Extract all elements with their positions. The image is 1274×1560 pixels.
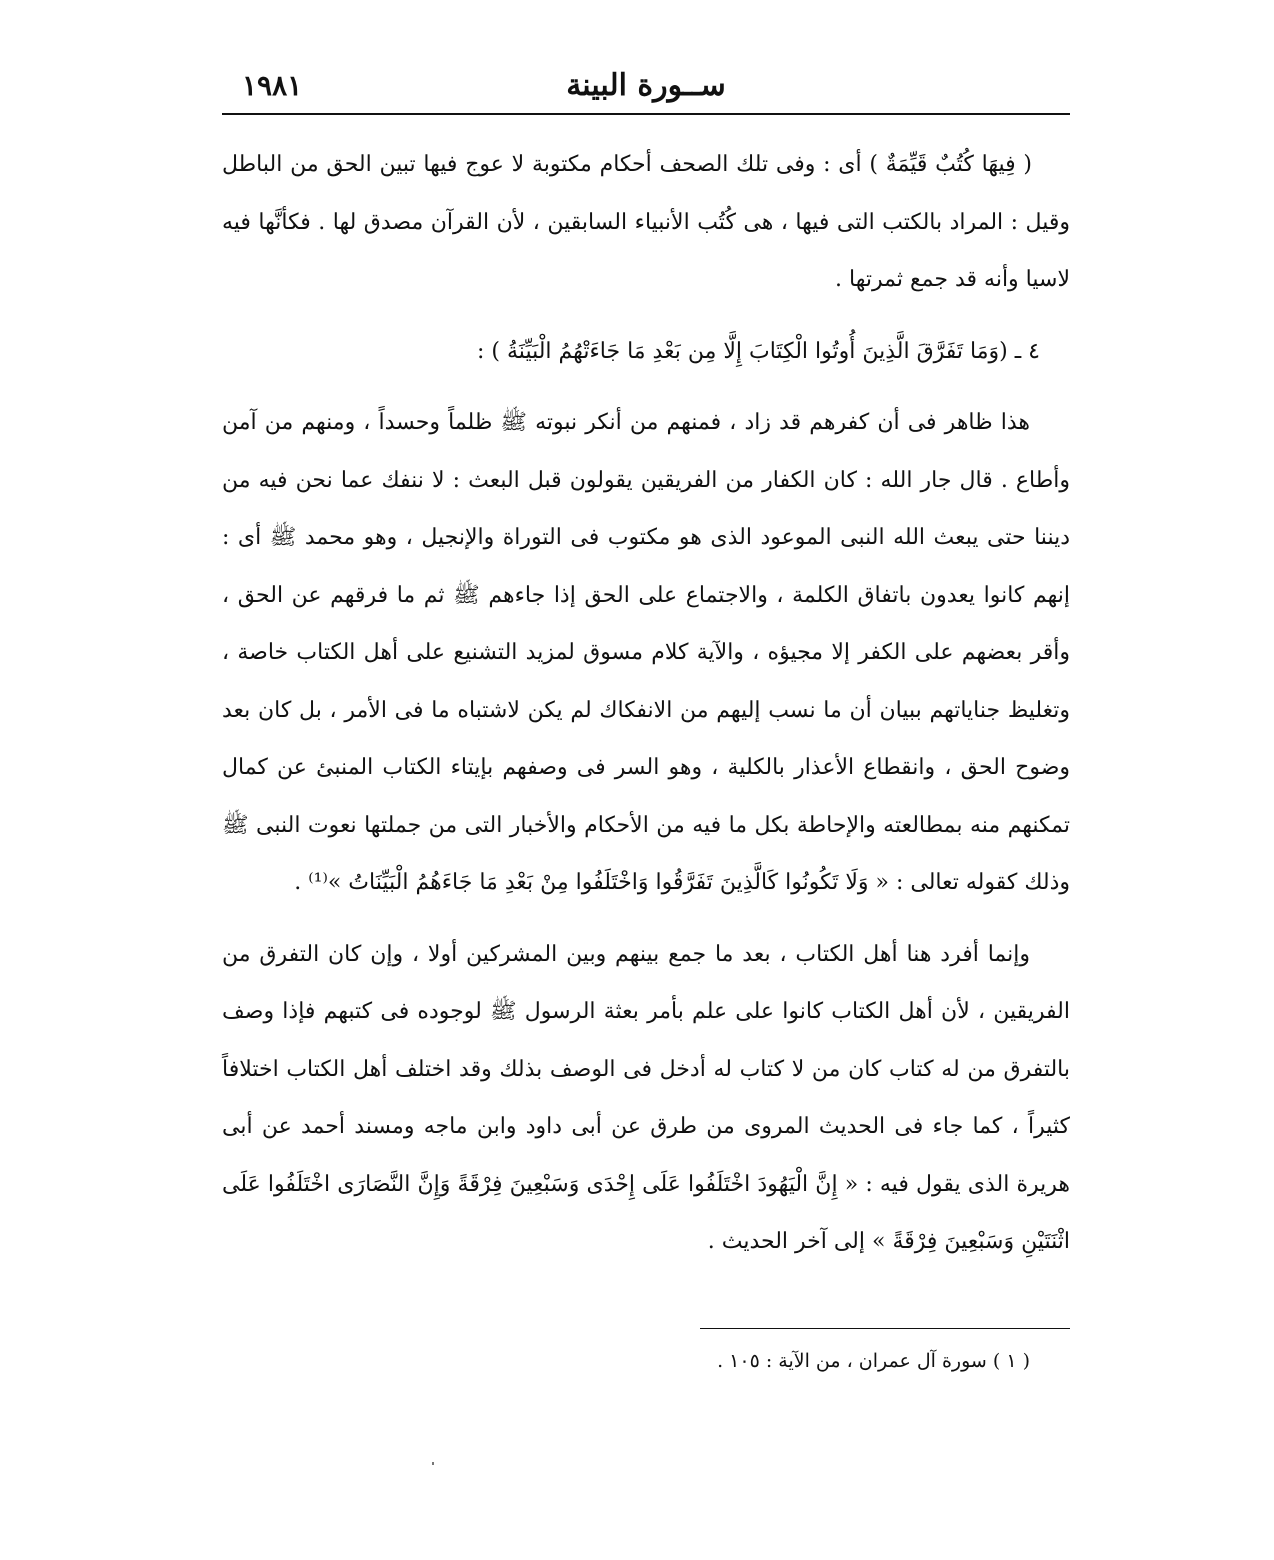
paragraph-1: ( فِيهَا كُتُبٌ قَيِّمَةٌ ) أى : وفى تلك الصحف أحكام مكتوبة لا عوج فيها تبين الحق من الباطل وقيل : المراد بالكتب التى فيها ، هى كُتُب الأنبياء السابقين ، لأن القرآن مصدق لها . فكأنَّها فيه لاسيا وأنه قد جمع ثمرتها .	[222, 152, 1070, 292]
running-header	[222, 66, 1070, 106]
paragraph-3: وإنما أفرد هنا أهل الكتاب ، بعد ما جمع بينهم وبين المشركين أولا ، وإن كان التفرق من الفريقين ، لأن أهل الكتاب كانوا على علم بأمر بعثة الرسول ﷺ لوجوده فى كتبهم فإذا وصف بالتفرق من له كتاب كان من لا كتاب له أدخل فى الوصف بذلك وقد اختلف أهل الكتاب اختلافاً كثيراً ، كما جاء فى الحديث المروى من طرق عن أبى داود وابن ماجه ومسند أحمد عن أبى هريرة الذى يقول فيه : « إِنَّ الْيَهُودَ اخْتَلَفُوا عَلَى إِحْدَى وَسَبْعِينَ فِرْقَةً وَإِنَّ النَّصَارَى اخْتَلَفُوا عَلَى اثْنَتَيْنِ وَسَبْعِينَ فِرْقَةً » إلى آخر الحديث .	[222, 941, 1070, 1254]
header-divider	[222, 113, 1070, 115]
paragraph-2: هذا ظاهر فى أن كفرهم قد زاد ، فمنهم من أنكر نبوته ﷺ ظلماً وحسداً ، ومنهم من آمن وأطاع . قال جار الله : كان الكفار من الفريقين يقولون قبل البعث : لا ننفك عما نحن فيه من ديننا حتى يبعث الله النبى الموعود الذى هو مكتوب فى التوراة والإنجيل ، وهو محمد ﷺ أى : إنهم كانوا يعدون باتفاق الكلمة ، والاجتماع على الحق إذا جاءهم ﷺ ثم ما فرقهم عن الحق ، وأقر بعضهم على الكفر إلا مجيؤه ، والآية كلام مسوق لمزيد التشنيع على أهل الكتاب خاصة ، وتغليظ جناياتهم ببيان أن ما نسب إليهم من الانفكاك لم يكن لاشتباه ما فى الأمر ، بل كان بعد وضوح الحق ، وانقطاع الأعذار بالكلية ، وهو السر فى وصفهم بإيتاء الكتاب المنبئ عن كمال تمكنهم منه بمطالعته والإحاطة بكل ما فيه من الأحكام والأخبار التى من جملتها نعوت النبى ﷺ وذلك كقوله تعالى : « وَلَا تَكُونُوا كَالَّذِينَ تَفَرَّقُوا وَاخْتَلَفُوا مِنْ بَعْدِ مَا جَاءَهُمُ الْبَيِّنَاتُ »⁽¹⁾ .	[222, 410, 1070, 895]
verse-heading: ٤ ـ (وَمَا تَفَرَّقَ الَّذِينَ أُوتُوا الْكِتَابَ إِلَّا مِن بَعْدِ مَا جَاءَتْهُمُ الْبَيِّنَةُ ) :	[477, 338, 1040, 364]
scan-speck	[432, 1462, 434, 1465]
footnote-divider	[700, 1328, 1070, 1329]
surah-title: ســورة البينة	[566, 68, 726, 103]
page-number: ١٩٨١	[242, 69, 303, 102]
footnote: ( ١ ) سورة آل عمران ، من الآية : ١٠٥ .	[717, 1350, 1030, 1372]
main-text	[222, 136, 1070, 1271]
